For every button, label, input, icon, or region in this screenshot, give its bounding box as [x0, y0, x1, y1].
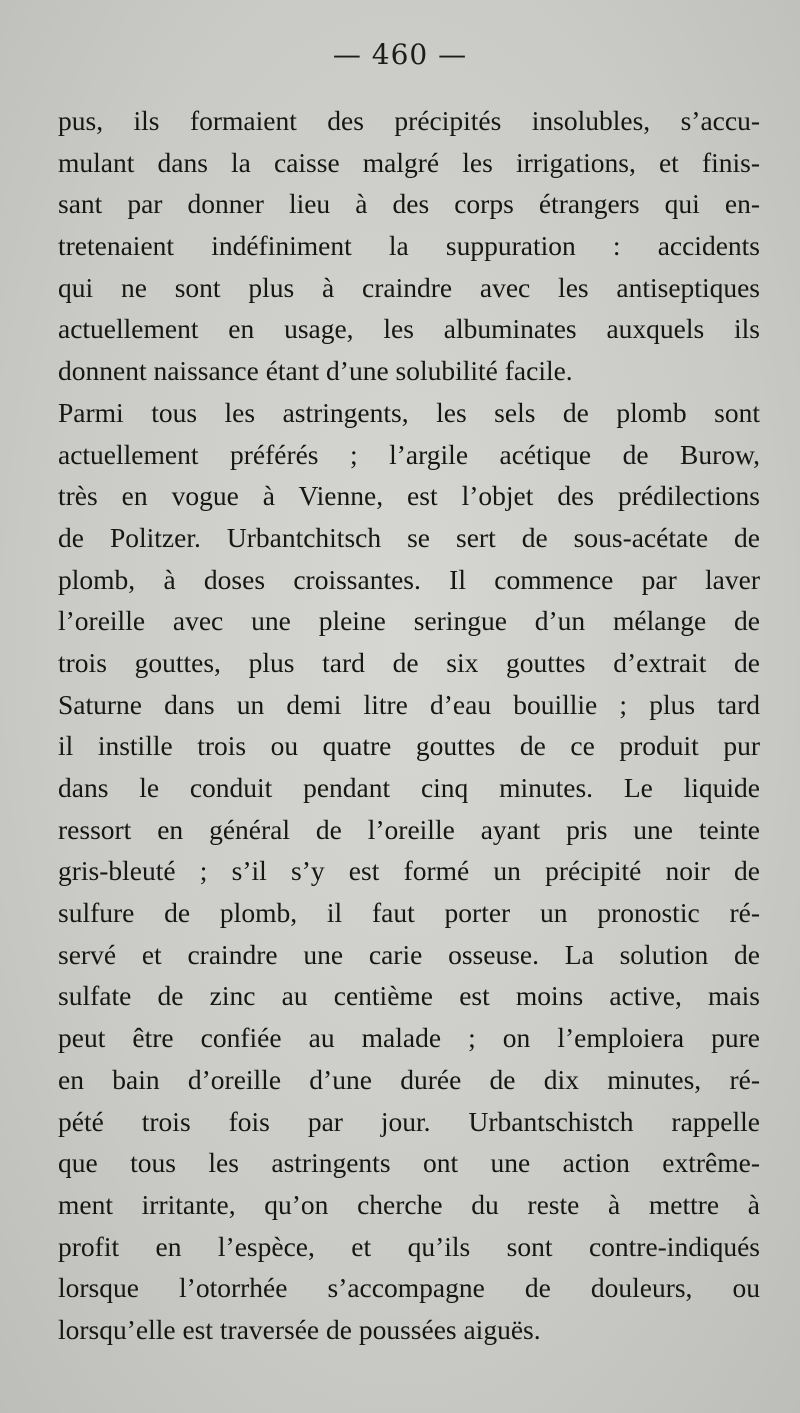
- text-line: ment irritante, qu’on cherche du reste à mettre à: [58, 1188, 760, 1220]
- text-line: trois gouttes, plus tard de six gouttes d’extrait de: [58, 646, 760, 678]
- text-line: lorsque l’otorrhée s’accompagne de douleurs, ou: [58, 1272, 760, 1304]
- text-line: qui ne sont plus à craindre avec les antiseptiques: [58, 271, 760, 303]
- text-line: servé et craindre une carie osseuse. La solution de: [58, 938, 760, 970]
- text-line: donnent naissance étant d’une solubilité facile.: [58, 355, 573, 387]
- text-line: Parmi tous les astringents, les sels de plomb sont: [58, 396, 760, 428]
- text-line: très en vogue à Vienne, est l’objet des prédilections: [58, 480, 760, 512]
- text-line: il instille trois ou quatre gouttes de ce produit pur: [58, 730, 760, 762]
- text-line: sulfure de plomb, il faut porter un pronostic ré-: [58, 897, 760, 929]
- text-line: sant par donner lieu à des corps étrangers qui en-: [58, 188, 760, 220]
- page-number-header: — 460 —: [332, 38, 468, 71]
- text-line: actuellement préférés ; l’argile acétique de Burow,: [58, 438, 760, 470]
- text-line: de Politzer. Urbantchitsch se sert de sous-acétate de: [58, 521, 760, 553]
- text-line: pété trois fois par jour. Urbantschistch rappelle: [58, 1105, 760, 1137]
- text-line: Saturne dans un demi litre d’eau bouillie ; plus tard: [58, 688, 760, 720]
- text-line: lorsqu’elle est traversée de poussées aiguës.: [58, 1313, 541, 1345]
- text-line: actuellement en usage, les albuminates auxquels ils: [58, 313, 760, 345]
- text-line: dans le conduit pendant cinq minutes. Le liquide: [58, 772, 760, 803]
- text-line: mulant dans la caisse malgré les irrigations, et finis-: [58, 146, 760, 178]
- text-line: que tous les astringents ont une action extrême-: [58, 1147, 760, 1179]
- text-line: l’oreille avec une pleine seringue d’un mélange de: [58, 605, 760, 637]
- text-line: peut être confiée au malade ; on l’emploiera pure: [58, 1022, 760, 1054]
- body-text: [58, 100, 760, 1351]
- text-line: pus, ils formaient des précipités insolubles, s’accu-: [58, 105, 760, 136]
- text-line: profit en l’espèce, et qu’ils sont contre-indiqués: [58, 1230, 760, 1262]
- text-line: tretenaient indéfiniment la suppuration : accidents: [58, 230, 760, 262]
- text-line: en bain d’oreille d’une durée de dix minutes, ré-: [58, 1063, 760, 1095]
- text-line: gris-bleuté ; s’il s’y est formé un précipité noir de: [58, 855, 760, 887]
- text-line: sulfate de zinc au centième est moins active, mais: [58, 980, 760, 1012]
- text-line: ressort en général de l’oreille ayant pris une teinte: [58, 813, 760, 845]
- text-line: plomb, à doses croissantes. Il commence par laver: [58, 563, 760, 595]
